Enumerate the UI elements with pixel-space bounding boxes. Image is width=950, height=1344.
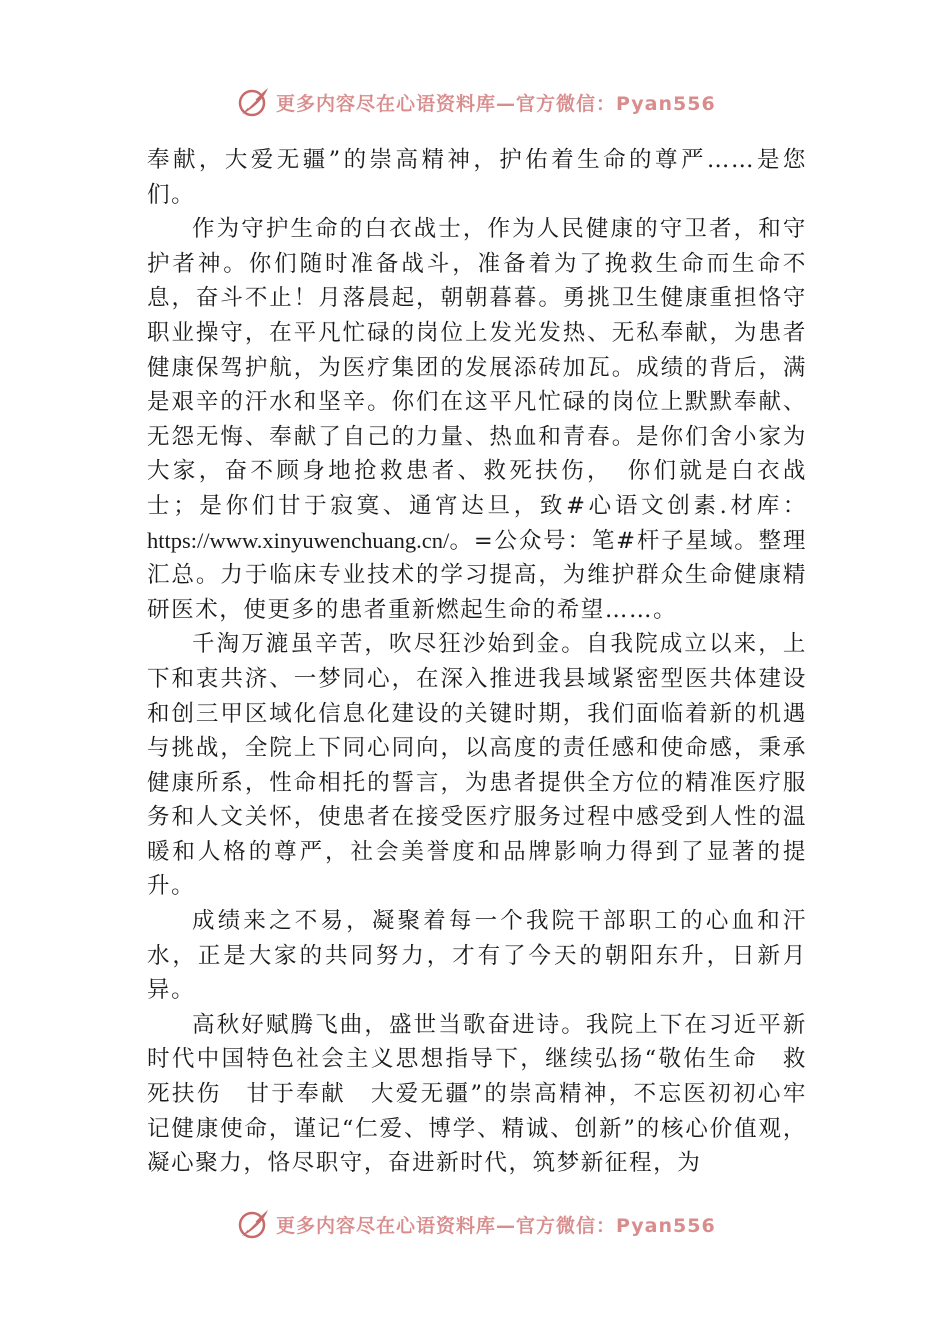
quill-logo-icon	[236, 86, 270, 118]
source-url-link[interactable]: https://www.xinyuwenchuang.cn/	[147, 527, 450, 553]
header-banner	[236, 86, 716, 118]
paragraph-2-text: 作为守护生命的白衣战士，作为人民健康的守卫者，和守护者神。你们随时准备战斗，准备着为了挽救生命而生命不息，奋斗不止！月落晨起，朝朝暮暮。勇挑卫生健康重担恪守职业操守，在平凡忙碌的岗位上发光发热、无私奉献，为患者健康保驾护航，为医疗集团的发展添砖加瓦。成绩的背后，满是艰辛的汗水和坚辛。你们在这平凡忙碌的岗位上默默奉献、无怨无悔、奉献了自己的力量、热血和青春。是你们舍小家为大家，奋不顾身地抢救患者、救死扶伤， 你们就是白衣战士；是你们甘于寂寞、通宵达旦，致#心语文创素.材库：	[147, 216, 807, 519]
body-text	[147, 143, 807, 1181]
quill-logo-icon	[236, 1208, 270, 1240]
paragraph-2-tail: 。=公众号：笔#杆子星域。整理汇总。力于临床专业技术的学习提高，为维护群众生命健康精研医术，使更多的患者重新燃起生命的希望……。	[147, 527, 807, 623]
footer-banner-text: 更多内容尽在心语资料库—官方微信：Pyan556	[276, 1214, 716, 1237]
header-banner-text: 更多内容尽在心语资料库—官方微信：Pyan556	[276, 92, 716, 115]
footer-banner	[236, 1208, 716, 1240]
paragraph-2	[147, 212, 807, 627]
paragraph-5: 高秋好赋腾飞曲，盛世当歌奋进诗。我院上下在习近平新时代中国特色社会主义思想指导下，继续弘扬“敬佑生命 救死扶伤 甘于奉献 大爱无疆”的崇高精神，不忘医初初心牢记健康使命，谨记“仁爱、博学、精诚、创新”的核心价值观，凝心聚力，恪尽职守，奋进新时代，筑梦新征程，为	[147, 1011, 807, 1177]
paragraph-4: 成绩来之不易，凝聚着每一个我院干部职工的心血和汗水，正是大家的共同努力，才有了今天的朝阳东升，日新月异。	[147, 908, 807, 1004]
paragraph-3: 千淘万漉虽辛苦，吹尽狂沙始到金。自我院成立以来，上下和衷共济、一梦同心，在深入推进我县域紧密型医共体建设和创三甲区域化信息化建设的关键时期，我们面临着新的机遇与挑战，全院上下同心同向，以高度的责任感和使命感，秉承健康所系，性命相托的誓言，为患者提供全方位的精准医疗服务和人文关怀，使患者在接受医疗服务过程中感受到人性的温暖和人格的尊严，社会美誉度和品牌影响力得到了显著的提升。	[147, 631, 807, 900]
paragraph-1: 奉献，大爱无疆”的崇高精神，护佑着生命的尊严……是您们。	[147, 147, 807, 208]
